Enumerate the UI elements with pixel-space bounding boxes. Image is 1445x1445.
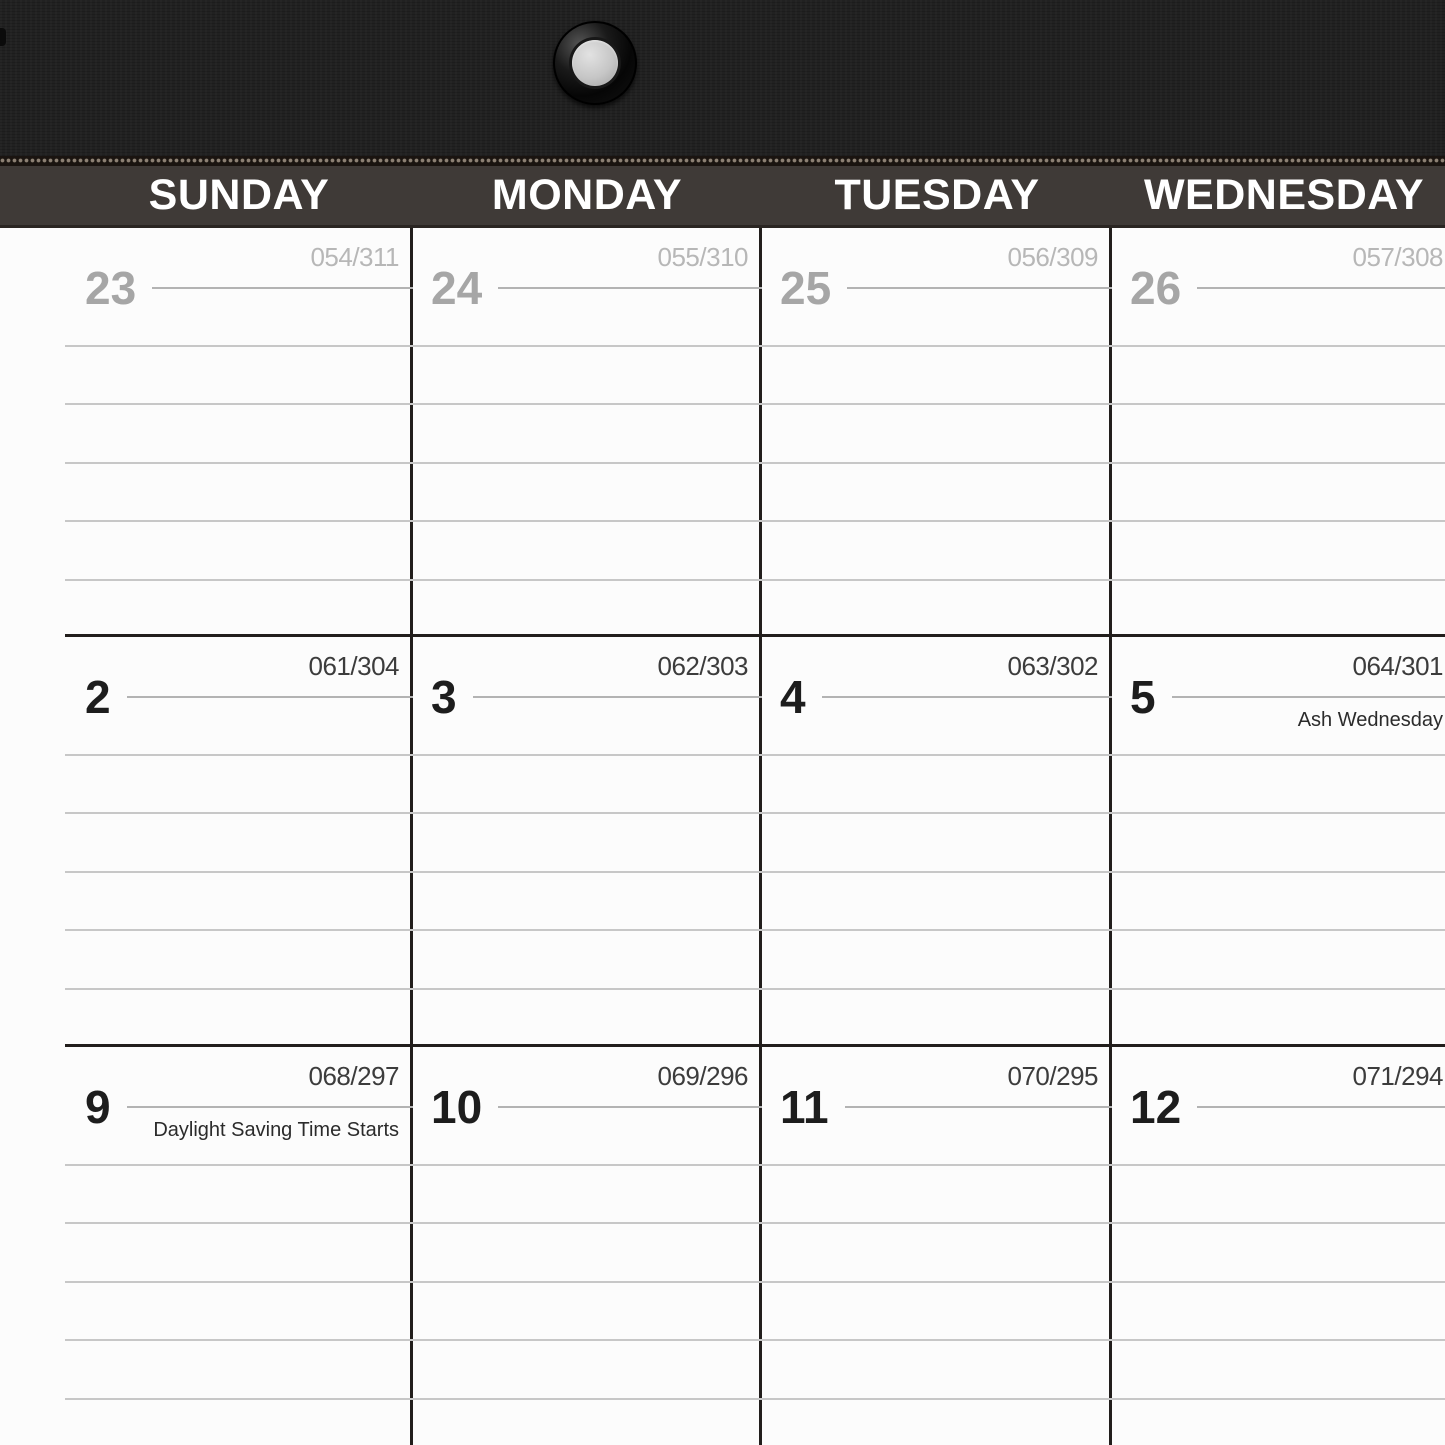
date-number: 24 [431, 262, 483, 314]
date-underline [845, 1106, 1112, 1108]
ruled-line [413, 520, 762, 522]
date-row [780, 1083, 1112, 1131]
ruled-line [762, 345, 1112, 347]
ruled-line [65, 988, 413, 990]
ruled-line [1112, 812, 1445, 814]
ruled-line [762, 1398, 1112, 1400]
ruled-line [65, 579, 413, 581]
stitched-edge [0, 156, 1445, 166]
date-row [780, 264, 1112, 312]
date-underline [1172, 696, 1445, 698]
calendar-cell [413, 228, 762, 634]
julian-day-number: 056/309 [1007, 242, 1098, 272]
date-number: 10 [431, 1081, 483, 1133]
julian-day-number: 057/308 [1352, 242, 1443, 272]
ruled-line [1112, 754, 1445, 756]
ruled-line [1112, 1339, 1445, 1341]
calendar-binding [0, 0, 1445, 156]
julian-day-number: 071/294 [1352, 1061, 1443, 1091]
date-underline [127, 696, 413, 698]
ruled-line [1112, 345, 1445, 347]
ruled-line [413, 1398, 762, 1400]
binding-notch [0, 28, 6, 46]
ruled-line [413, 871, 762, 873]
ruled-line [1112, 1222, 1445, 1224]
ruled-line [413, 579, 762, 581]
ruled-line [65, 1222, 413, 1224]
holiday-label: Daylight Saving Time Starts [153, 1119, 399, 1141]
date-underline [127, 1106, 413, 1108]
ruled-line [413, 1281, 762, 1283]
ruled-line [413, 812, 762, 814]
date-row [85, 264, 413, 312]
date-row [431, 673, 762, 721]
ruled-line [65, 1164, 413, 1166]
ruled-line [1112, 520, 1445, 522]
date-underline [1197, 287, 1445, 289]
ruled-line [1112, 403, 1445, 405]
ruled-line [413, 403, 762, 405]
date-underline [498, 287, 762, 289]
ruled-line [1112, 579, 1445, 581]
ruled-line [1112, 929, 1445, 931]
ruled-line [65, 345, 413, 347]
ruled-line [762, 1339, 1112, 1341]
calendar-cell [762, 228, 1112, 634]
ruled-line [65, 754, 413, 756]
ruled-line [762, 988, 1112, 990]
calendar-cell [413, 637, 762, 1044]
calendar-cell [762, 637, 1112, 1044]
ruled-line [65, 871, 413, 873]
calendar-cell [0, 228, 413, 634]
date-underline [152, 287, 413, 289]
julian-day-number: 069/296 [657, 1061, 748, 1091]
calendar-cell [1112, 637, 1445, 1044]
date-number: 3 [431, 671, 457, 723]
julian-day-number: 062/303 [657, 651, 748, 681]
calendar-cell [413, 1047, 762, 1445]
julian-day-number: 061/304 [308, 651, 399, 681]
date-underline [847, 287, 1112, 289]
weekday-header-bar [0, 166, 1445, 228]
julian-day-number: 068/297 [308, 1061, 399, 1091]
date-number: 5 [1130, 671, 1156, 723]
holiday-label: Ash Wednesday [1297, 709, 1443, 731]
ruled-line [762, 462, 1112, 464]
date-number: 9 [85, 1081, 111, 1133]
weekday-label-tuesday: TUESDAY [834, 171, 1040, 219]
ruled-line [762, 403, 1112, 405]
weekday-label-wednesday: WEDNESDAY [1143, 171, 1425, 219]
ruled-line [65, 520, 413, 522]
julian-day-number: 055/310 [657, 242, 748, 272]
date-row [85, 673, 413, 721]
julian-day-number: 070/295 [1007, 1061, 1098, 1091]
date-underline [1197, 1106, 1445, 1108]
ruled-line [1112, 1164, 1445, 1166]
date-underline [473, 696, 762, 698]
julian-day-number: 064/301 [1352, 651, 1443, 681]
ruled-line [413, 1222, 762, 1224]
ruled-line [1112, 1398, 1445, 1400]
ruled-line [413, 345, 762, 347]
date-row [1130, 264, 1445, 312]
ruled-line [762, 871, 1112, 873]
ruled-line [762, 1222, 1112, 1224]
ruled-line [65, 462, 413, 464]
grommet-eyelet [572, 40, 618, 86]
date-number: 26 [1130, 262, 1182, 314]
ruled-line [1112, 871, 1445, 873]
ruled-line [762, 929, 1112, 931]
date-row [431, 264, 762, 312]
julian-day-number: 054/311 [310, 242, 399, 272]
date-row [431, 1083, 762, 1131]
date-number: 12 [1130, 1081, 1182, 1133]
date-row [1130, 1083, 1445, 1131]
ruled-line [413, 1339, 762, 1341]
date-number: 23 [85, 262, 137, 314]
ruled-line [65, 1281, 413, 1283]
date-underline [822, 696, 1112, 698]
julian-day-number: 063/302 [1007, 651, 1098, 681]
date-number: 2 [85, 671, 111, 723]
ruled-line [413, 988, 762, 990]
ruled-line [762, 579, 1112, 581]
binding-grommet-icon [553, 21, 637, 105]
ruled-line [65, 929, 413, 931]
date-underline [498, 1106, 762, 1108]
ruled-line [1112, 462, 1445, 464]
calendar-cell [0, 637, 413, 1044]
ruled-line [1112, 1281, 1445, 1283]
ruled-line [762, 812, 1112, 814]
weekday-label-sunday: SUNDAY [148, 171, 330, 219]
ruled-line [1112, 988, 1445, 990]
ruled-line [65, 812, 413, 814]
ruled-line [413, 929, 762, 931]
stitch-dots [0, 158, 1445, 163]
calendar-cell [0, 1047, 413, 1445]
date-number: 25 [780, 262, 832, 314]
ruled-line [762, 754, 1112, 756]
ruled-line [65, 403, 413, 405]
date-number: 11 [780, 1081, 829, 1133]
ruled-line [413, 1164, 762, 1166]
ruled-line [762, 1164, 1112, 1166]
date-number: 4 [780, 671, 806, 723]
ruled-line [413, 462, 762, 464]
ruled-line [413, 754, 762, 756]
calendar-cell [1112, 228, 1445, 634]
calendar-cell [1112, 1047, 1445, 1445]
ruled-line [65, 1398, 413, 1400]
date-row [780, 673, 1112, 721]
calendar-cell [762, 1047, 1112, 1445]
ruled-line [65, 1339, 413, 1341]
ruled-line [762, 1281, 1112, 1283]
weekday-label-monday: MONDAY [491, 171, 683, 219]
ruled-line [762, 520, 1112, 522]
